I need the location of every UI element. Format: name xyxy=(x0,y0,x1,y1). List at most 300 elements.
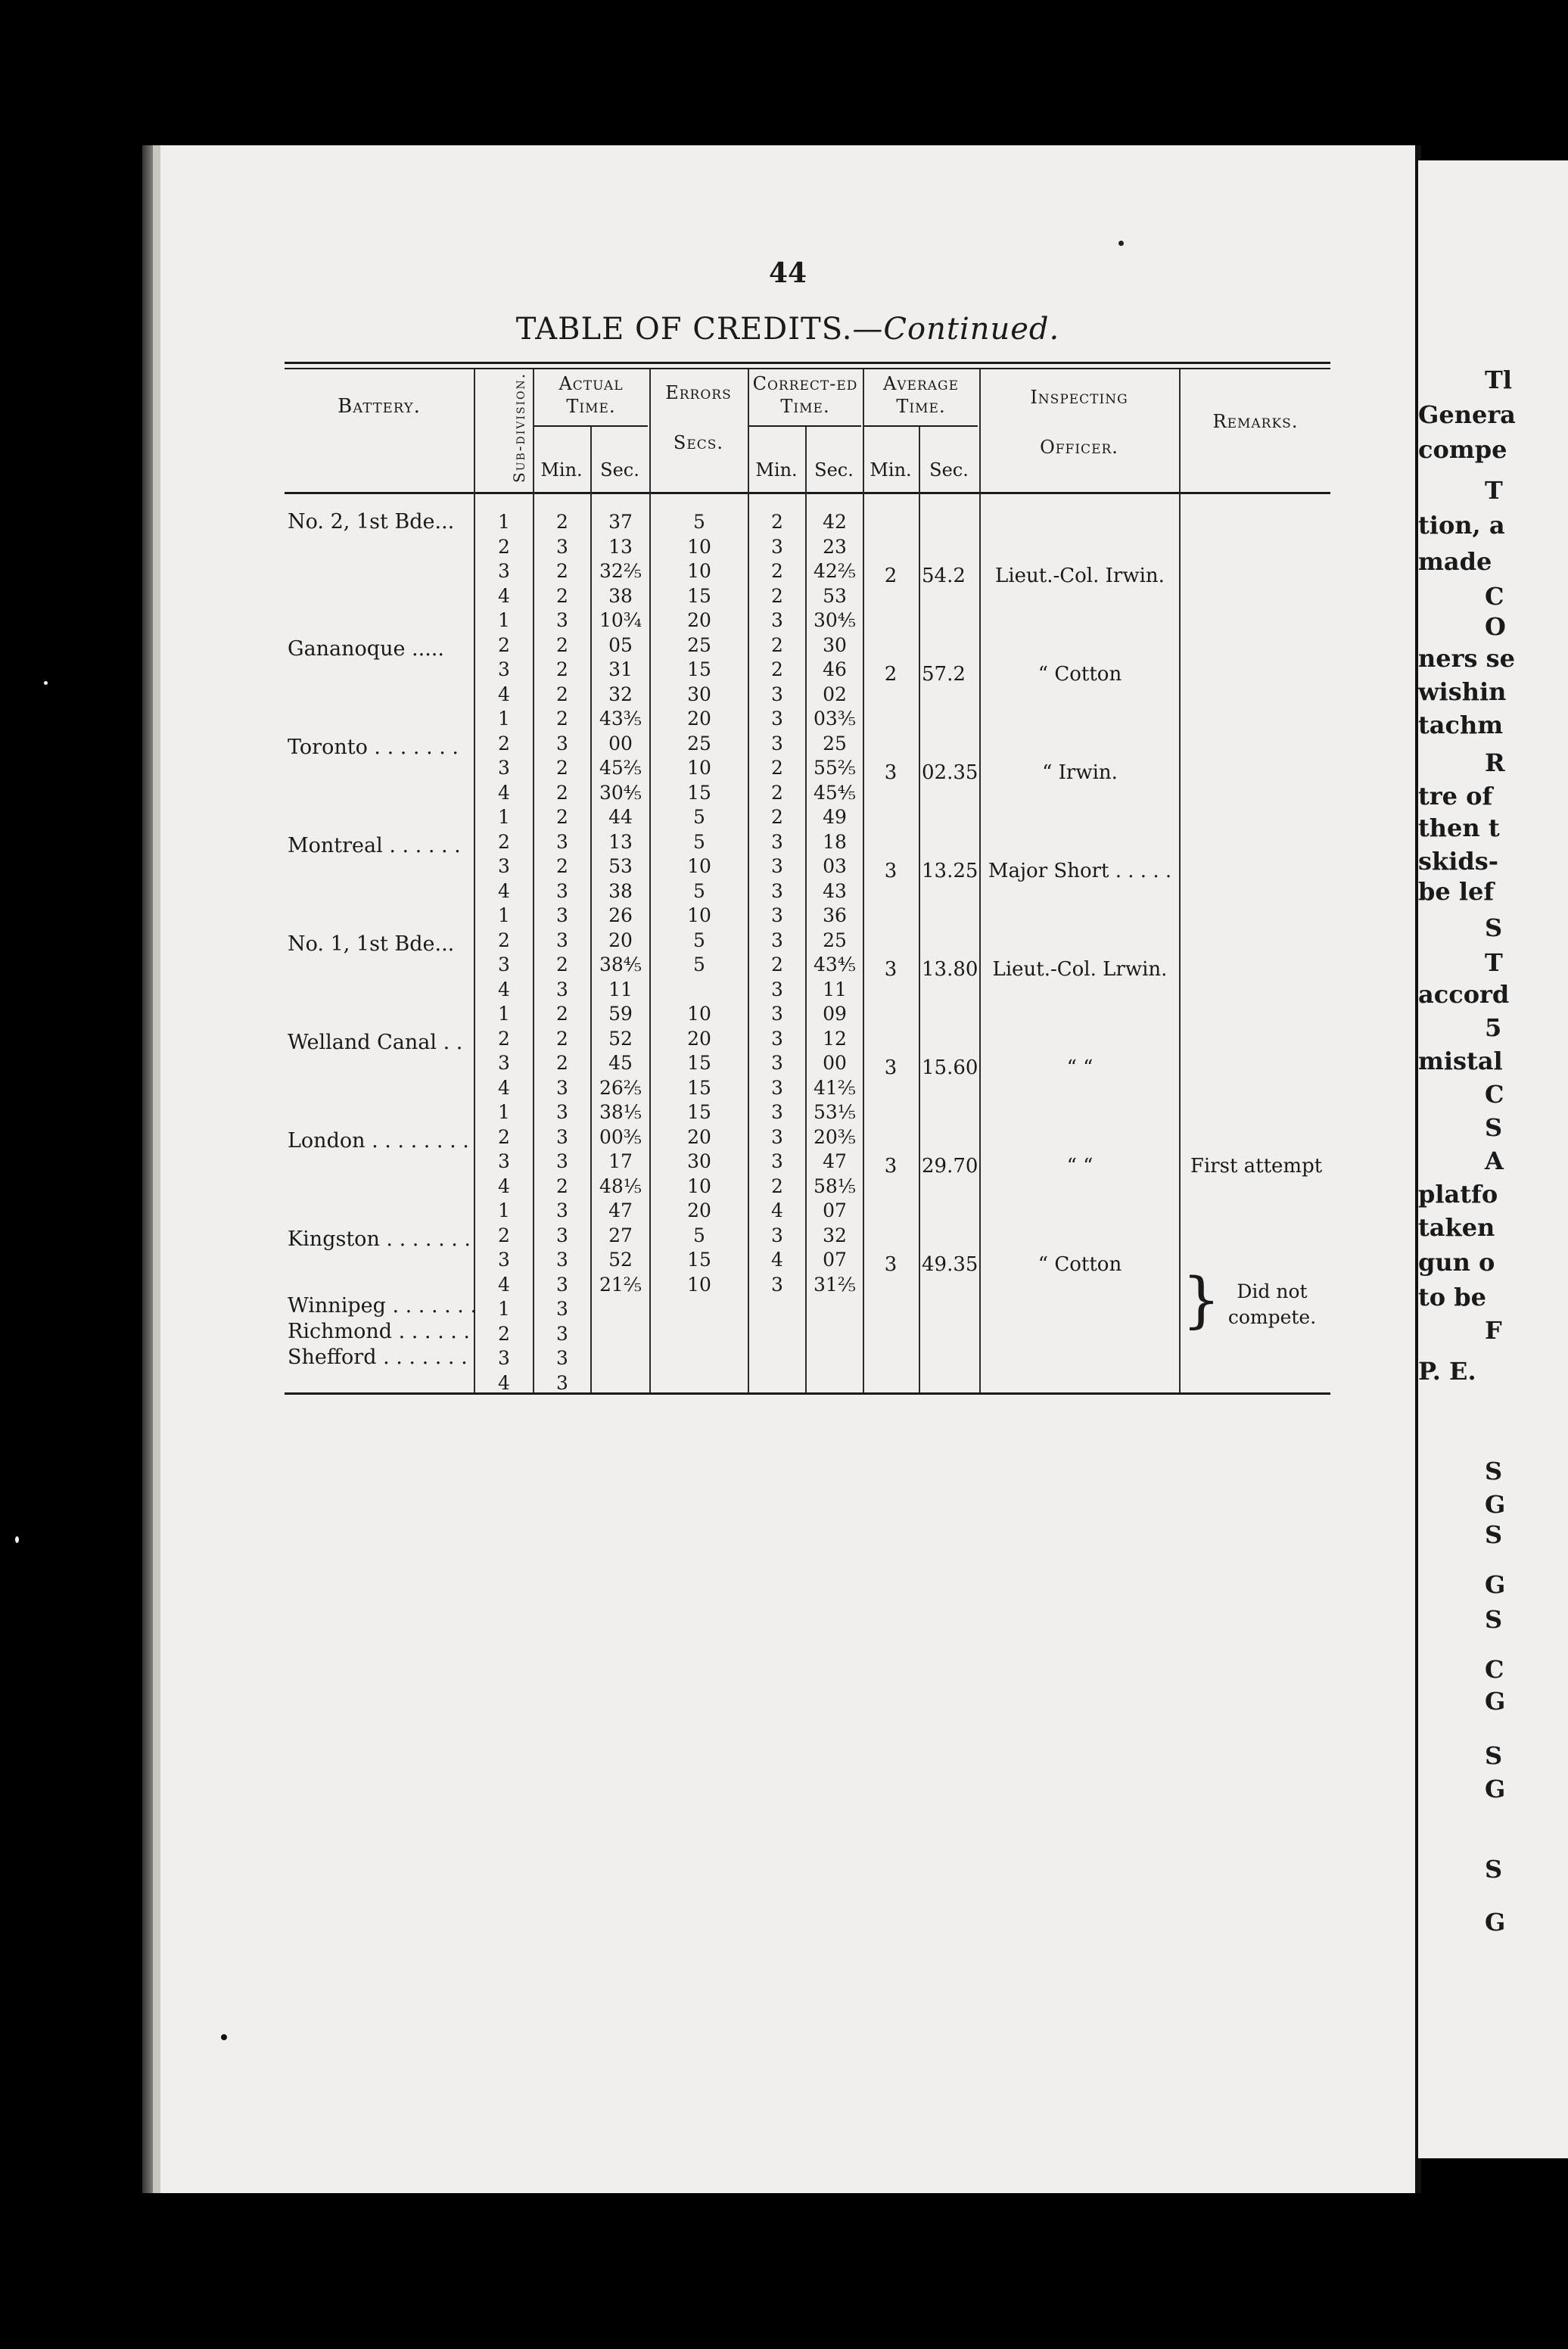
corr-sec-column xyxy=(807,510,863,1297)
errors-column xyxy=(651,510,748,1297)
errors-cell: 30 xyxy=(687,683,711,705)
errors-cell: 15 xyxy=(687,781,711,804)
actual-sec-cell: 47 xyxy=(608,1199,633,1221)
actual-min-cell: 3 xyxy=(556,879,568,902)
header-remarks: Remarks. xyxy=(1212,411,1299,432)
subdivision-cell: 2 xyxy=(498,830,510,853)
facing-page-text: compe xyxy=(1418,435,1507,464)
facing-page-text: F xyxy=(1485,1316,1502,1345)
battery-name: Shefford . . . . . . . xyxy=(288,1346,468,1370)
facing-page-text: G xyxy=(1485,1687,1506,1716)
actual-min-cell: 2 xyxy=(556,855,568,877)
corr-min-cell: 3 xyxy=(771,1101,783,1123)
corr-sec-cell: 07 xyxy=(823,1249,847,1271)
errors-cell: 15 xyxy=(687,584,711,607)
corr-sec-cell: 11 xyxy=(823,978,847,1000)
actual-sec-cell: 53 xyxy=(608,855,633,877)
actual-min-cell: 2 xyxy=(556,1003,568,1025)
header-bottom-rule xyxy=(285,492,1330,494)
actual-min-cell: 2 xyxy=(556,1052,568,1074)
facing-page-text: 5 xyxy=(1485,1013,1502,1042)
errors-cell: 10 xyxy=(687,560,711,582)
corr-sec-cell: 41⅖ xyxy=(813,1076,857,1099)
actual-sec-cell: 13 xyxy=(608,535,633,558)
errors-cell xyxy=(651,978,748,1003)
actual-sec-column xyxy=(592,510,649,1297)
actual-min-cell: 2 xyxy=(556,511,568,533)
header-secs: Secs. xyxy=(673,432,724,453)
actual-sec-cell: 27 xyxy=(608,1224,633,1246)
errors-cell: 20 xyxy=(687,609,711,631)
col-divider xyxy=(1179,369,1181,1392)
subdivision-cell: 3 xyxy=(498,1347,510,1369)
errors-cell: 25 xyxy=(687,732,711,754)
actual-min-cell: 3 xyxy=(556,1076,568,1099)
header-subdivision: Sub-division. xyxy=(510,372,528,483)
facing-page-text: R xyxy=(1485,748,1505,777)
inspecting-officer: Lieut.-Col. Irwin. xyxy=(995,565,1165,587)
actual-min-cell: 2 xyxy=(556,954,568,975)
subdivision-cell: 1 xyxy=(498,609,510,631)
average-sec: 29.70 xyxy=(922,1155,978,1178)
corr-min-cell: 2 xyxy=(771,757,783,779)
header-inspecting: Inspecting xyxy=(1030,387,1128,408)
actual-min-cell: 2 xyxy=(556,683,568,705)
did-not-compete-note: Did not compete. xyxy=(1227,1280,1317,1328)
facing-page-text: C xyxy=(1485,1080,1504,1109)
corr-sec-cell: 53 xyxy=(823,584,847,607)
actual-sec-cell: 26 xyxy=(608,904,633,926)
facing-page-text: then t xyxy=(1418,814,1500,842)
actual-sec-cell: 32 xyxy=(608,683,633,705)
errors-cell: 15 xyxy=(687,658,711,680)
corr-min-cell: 3 xyxy=(771,879,783,902)
corr-min-cell: 3 xyxy=(771,609,783,631)
corr-min-cell: 3 xyxy=(771,978,783,1000)
corr-sec-cell: 30 xyxy=(823,633,847,656)
inspecting-officer: Major Short . . . . . xyxy=(988,860,1172,882)
average-min: 3 xyxy=(884,1155,898,1178)
corr-sec-cell: 49 xyxy=(823,806,847,828)
title-main: TABLE OF CREDITS. xyxy=(515,312,853,347)
actual-min-cell: 3 xyxy=(556,1199,568,1221)
subdivision-cell: 2 xyxy=(498,1125,510,1148)
errors-cell: 20 xyxy=(687,1027,711,1050)
facing-page-text: S xyxy=(1485,1741,1503,1770)
corr-sec-cell: 47 xyxy=(823,1150,847,1172)
errors-cell: 15 xyxy=(687,1052,711,1074)
table-top-rule xyxy=(285,362,1330,364)
average-time-subrule xyxy=(864,425,978,427)
facing-page-text: mistal xyxy=(1418,1047,1503,1075)
actual-min-cell: 3 xyxy=(556,1371,568,1394)
subdivision-cell: 2 xyxy=(498,1224,510,1246)
inspecting-officer: “ Cotton xyxy=(1038,1253,1122,1276)
average-min: 2 xyxy=(884,663,898,686)
corr-sec-cell: 03 xyxy=(823,855,847,877)
remarks-cell: First attempt xyxy=(1190,1155,1323,1178)
subdivision-cell: 2 xyxy=(498,1322,510,1345)
facing-page-text: S xyxy=(1485,1457,1503,1486)
actual-min-cell: 3 xyxy=(556,1322,568,1345)
corr-min-cell: 2 xyxy=(771,560,783,582)
corr-sec-cell: 43 xyxy=(823,879,847,902)
errors-cell: 10 xyxy=(687,855,711,877)
header-corr-min: Min. xyxy=(755,459,798,481)
corr-min-cell: 3 xyxy=(771,1224,783,1246)
errors-cell: 10 xyxy=(687,1174,711,1197)
battery-name: No. 2, 1st Bde... xyxy=(288,510,455,534)
average-min: 3 xyxy=(884,761,898,784)
facing-page-text: C xyxy=(1485,582,1504,611)
inspecting-officer: “ Cotton xyxy=(1038,663,1122,686)
average-sec: 57.2 xyxy=(922,663,966,686)
average-min: 3 xyxy=(884,860,898,882)
actual-sec-cell: 38⅘ xyxy=(599,954,642,975)
errors-cell: 20 xyxy=(687,1199,711,1221)
facing-page-text: accord xyxy=(1418,980,1510,1009)
errors-cell: 10 xyxy=(687,1273,711,1296)
facing-page-text: S xyxy=(1485,1113,1503,1142)
facing-page-text: C xyxy=(1485,1655,1504,1684)
average-sec: 15.60 xyxy=(922,1056,978,1079)
errors-cell: 20 xyxy=(687,708,711,730)
corr-min-cell: 2 xyxy=(771,633,783,656)
subdivision-cell: 1 xyxy=(498,511,510,533)
corr-sec-cell: 58⅕ xyxy=(813,1174,857,1197)
corr-min-cell: 2 xyxy=(771,781,783,804)
actual-sec-cell: 10¾ xyxy=(599,609,642,631)
actual-min-cell: 3 xyxy=(556,1224,568,1246)
actual-min-column xyxy=(534,510,590,1395)
corr-sec-cell: 46 xyxy=(823,658,847,680)
corr-sec-cell: 20⅗ xyxy=(813,1125,857,1148)
actual-min-cell: 3 xyxy=(556,1298,568,1320)
dust-speck xyxy=(221,2034,227,2040)
corr-sec-cell: 43⅘ xyxy=(813,954,857,975)
header-actual-sec: Sec. xyxy=(600,459,639,481)
facing-page-text: ners se xyxy=(1418,644,1516,673)
battery-name: Montreal . . . . . . xyxy=(288,834,461,857)
subdivision-cell: 4 xyxy=(498,1174,510,1197)
actual-min-cell: 3 xyxy=(556,929,568,951)
corr-min-cell: 3 xyxy=(771,929,783,951)
battery-name: Toronto . . . . . . . xyxy=(288,736,459,759)
average-sec: 02.35 xyxy=(922,761,978,784)
actual-min-cell: 3 xyxy=(556,1273,568,1296)
corr-sec-cell: 36 xyxy=(823,904,847,926)
actual-min-cell: 3 xyxy=(556,978,568,1000)
actual-sec-cell: 32⅖ xyxy=(599,560,642,582)
battery-name: Gananoque ..... xyxy=(288,637,444,661)
actual-sec-cell: 31 xyxy=(608,658,633,680)
facing-page-text: S xyxy=(1485,913,1503,942)
actual-sec-cell: 52 xyxy=(608,1249,633,1271)
facing-page-text: S xyxy=(1485,1520,1503,1549)
facing-page-text: wishin xyxy=(1418,677,1507,706)
average-sec: 13.25 xyxy=(922,860,978,882)
actual-sec-cell: 59 xyxy=(608,1003,633,1025)
errors-cell: 10 xyxy=(687,535,711,558)
header-errors: Errors xyxy=(665,382,732,403)
actual-sec-cell: 05 xyxy=(608,633,633,656)
actual-min-cell: 3 xyxy=(556,1150,568,1172)
corr-min-cell: 4 xyxy=(771,1249,783,1271)
subdivision-cell: 3 xyxy=(498,658,510,680)
dust-speck xyxy=(44,681,48,685)
average-min: 3 xyxy=(884,1056,898,1079)
actual-sec-cell: 37 xyxy=(608,511,633,533)
errors-cell: 25 xyxy=(687,633,711,656)
actual-sec-cell: 30⅘ xyxy=(599,781,642,804)
actual-sec-cell: 11 xyxy=(608,978,633,1000)
subdivision-cell: 3 xyxy=(498,757,510,779)
corr-min-cell: 3 xyxy=(771,855,783,877)
errors-cell: 5 xyxy=(693,929,705,951)
actual-sec-cell: 45⅖ xyxy=(599,757,642,779)
actual-min-cell: 2 xyxy=(556,708,568,730)
errors-cell: 5 xyxy=(693,879,705,902)
corr-min-cell: 3 xyxy=(771,1052,783,1074)
subdivision-cell: 2 xyxy=(498,535,510,558)
facing-page-text: S xyxy=(1485,1605,1503,1634)
actual-sec-cell: 43⅗ xyxy=(599,708,642,730)
actual-min-cell: 3 xyxy=(556,732,568,754)
facing-page-text: G xyxy=(1485,1490,1506,1519)
actual-sec-cell: 13 xyxy=(608,830,633,853)
actual-min-cell: 2 xyxy=(556,584,568,607)
corr-min-cell: 3 xyxy=(771,683,783,705)
subdivision-cell: 2 xyxy=(498,929,510,951)
actual-min-cell: 2 xyxy=(556,658,568,680)
actual-sec-cell: 00⅗ xyxy=(599,1125,642,1148)
subdivision-cell: 1 xyxy=(498,1298,510,1320)
average-min: 3 xyxy=(884,958,898,981)
corr-sec-cell: 12 xyxy=(823,1027,847,1050)
facing-page-fragment xyxy=(1418,160,1568,2158)
subdivision-cell: 1 xyxy=(498,806,510,828)
actual-sec-cell: 38⅕ xyxy=(599,1101,642,1123)
corr-min-cell: 3 xyxy=(771,904,783,926)
corr-sec-cell: 25 xyxy=(823,732,847,754)
facing-page-text: S xyxy=(1485,1855,1503,1884)
facing-page-text: gun o xyxy=(1418,1248,1495,1277)
header-avg-min: Min. xyxy=(870,459,912,481)
corr-min-cell: 3 xyxy=(771,1125,783,1148)
facing-page-text: skids- xyxy=(1418,847,1499,876)
actual-sec-cell: 21⅖ xyxy=(599,1273,642,1296)
subdivision-cell: 4 xyxy=(498,1273,510,1296)
average-sec: 49.35 xyxy=(922,1253,978,1276)
facing-page-text: to be xyxy=(1418,1283,1486,1311)
facing-page-text: O xyxy=(1485,612,1506,641)
header-average-time: Average Time. xyxy=(882,373,960,417)
actual-sec-cell: 38 xyxy=(608,584,633,607)
subdivision-cell: 1 xyxy=(498,1101,510,1123)
actual-sec-cell: 45 xyxy=(608,1052,633,1074)
errors-cell: 5 xyxy=(693,806,705,828)
inspecting-officer: Lieut.-Col. Lrwin. xyxy=(992,958,1168,981)
subdivision-cell: 1 xyxy=(498,904,510,926)
corr-min-cell: 3 xyxy=(771,1003,783,1025)
facing-page-text: be lef xyxy=(1418,877,1495,906)
facing-page-text: tachm xyxy=(1418,711,1504,739)
facing-page-text: T xyxy=(1485,948,1503,977)
actual-min-cell: 2 xyxy=(556,757,568,779)
corr-min-cell: 2 xyxy=(771,511,783,533)
actual-sec-cell: 26⅖ xyxy=(599,1076,642,1099)
errors-cell: 15 xyxy=(687,1249,711,1271)
subdivision-cell: 3 xyxy=(498,560,510,582)
actual-min-cell: 2 xyxy=(556,806,568,828)
corr-sec-cell: 25 xyxy=(823,929,847,951)
corr-min-cell: 3 xyxy=(771,732,783,754)
header-battery: Battery. xyxy=(338,395,421,418)
battery-name: Kingston . . . . . . . xyxy=(288,1227,471,1251)
table-top-rule-2 xyxy=(285,368,1330,369)
errors-cell: 10 xyxy=(687,904,711,926)
corr-min-cell: 3 xyxy=(771,830,783,853)
corr-min-cell: 3 xyxy=(771,535,783,558)
facing-page-text: G xyxy=(1485,1570,1506,1599)
actual-min-cell: 3 xyxy=(556,830,568,853)
corr-min-cell: 2 xyxy=(771,954,783,975)
subdivision-cell: 3 xyxy=(498,1249,510,1271)
subdivision-cell: 4 xyxy=(498,584,510,607)
page-number: 44 xyxy=(768,257,807,289)
corr-min-column xyxy=(749,510,805,1297)
corr-sec-cell: 03⅗ xyxy=(813,708,857,730)
actual-min-cell: 3 xyxy=(556,1347,568,1369)
battery-name: Winnipeg . . . . . . . xyxy=(288,1294,478,1318)
corr-sec-cell: 23 xyxy=(823,535,847,558)
facing-page-text: G xyxy=(1485,1908,1506,1937)
actual-sec-cell: 20 xyxy=(608,929,633,951)
errors-cell: 5 xyxy=(693,954,705,975)
corr-min-cell: 2 xyxy=(771,658,783,680)
corr-sec-cell: 32 xyxy=(823,1224,847,1246)
errors-cell: 30 xyxy=(687,1150,711,1172)
actual-min-cell: 3 xyxy=(556,1101,568,1123)
errors-cell: 20 xyxy=(687,1125,711,1148)
corr-sec-cell: 45⅘ xyxy=(813,781,857,804)
corr-sec-cell: 18 xyxy=(823,830,847,853)
subdivision-cell: 3 xyxy=(498,954,510,975)
battery-name: No. 1, 1st Bde... xyxy=(288,932,455,956)
actual-sec-cell: 52 xyxy=(608,1027,633,1050)
facing-page-text: platfo xyxy=(1418,1180,1498,1209)
actual-sec-cell: 44 xyxy=(608,806,633,828)
actual-min-cell: 2 xyxy=(556,1174,568,1197)
corr-min-cell: 3 xyxy=(771,1076,783,1099)
header-officer: Officer. xyxy=(1040,437,1118,458)
inspecting-officer: “ “ xyxy=(1066,1155,1094,1178)
subdivision-cell: 4 xyxy=(498,1076,510,1099)
subdivision-cell: 4 xyxy=(498,781,510,804)
errors-cell: 15 xyxy=(687,1076,711,1099)
dust-speck xyxy=(1118,241,1124,246)
subdivision-cell: 1 xyxy=(498,708,510,730)
facing-page-text: A xyxy=(1485,1146,1504,1175)
facing-page-text: Tl xyxy=(1485,366,1512,394)
facing-page-text: P. E. xyxy=(1418,1357,1476,1386)
corr-min-cell: 3 xyxy=(771,1027,783,1050)
actual-min-cell: 3 xyxy=(556,609,568,631)
facing-page-text: tre of xyxy=(1418,782,1493,810)
subdivision-cell: 1 xyxy=(498,1003,510,1025)
facing-page-text: tion, a xyxy=(1418,511,1505,540)
actual-min-cell: 3 xyxy=(556,1249,568,1271)
subdivision-cell: 3 xyxy=(498,1150,510,1172)
header-avg-sec: Sec. xyxy=(929,459,969,481)
corr-min-cell: 3 xyxy=(771,708,783,730)
inspecting-officer: “ Irwin. xyxy=(1042,761,1118,784)
dust-speck xyxy=(15,1536,19,1543)
header-actual-min: Min. xyxy=(540,459,583,481)
errors-cell: 10 xyxy=(687,757,711,779)
actual-min-cell: 3 xyxy=(556,904,568,926)
corr-sec-cell: 31⅖ xyxy=(813,1273,857,1296)
subdivision-cell: 3 xyxy=(498,855,510,877)
battery-name: Welland Canal . . xyxy=(288,1031,463,1054)
actual-min-cell: 2 xyxy=(556,560,568,582)
corr-min-cell: 2 xyxy=(771,806,783,828)
battery-name: Richmond . . . . . . xyxy=(288,1320,470,1344)
corr-sec-cell: 55⅖ xyxy=(813,757,857,779)
corr-sec-cell: 07 xyxy=(823,1199,847,1221)
subdivision-cell: 4 xyxy=(498,879,510,902)
subdivision-cell: 1 xyxy=(498,1199,510,1221)
corr-min-cell: 2 xyxy=(771,584,783,607)
facing-page-text: Genera xyxy=(1418,400,1516,429)
average-min: 2 xyxy=(884,565,898,587)
col-divider xyxy=(979,369,981,1392)
subdivision-cell: 4 xyxy=(498,1371,510,1394)
corr-sec-cell: 30⅘ xyxy=(813,609,857,631)
page-title xyxy=(160,312,1415,347)
table-bottom-rule xyxy=(285,1392,1330,1395)
errors-cell: 15 xyxy=(687,1101,711,1123)
corr-sec-cell: 53⅕ xyxy=(813,1101,857,1123)
title-continued: —Continued. xyxy=(852,312,1060,347)
errors-cell: 10 xyxy=(687,1003,711,1025)
brace-symbol: } xyxy=(1182,1265,1221,1335)
document-page xyxy=(153,145,1415,2193)
actual-min-cell: 2 xyxy=(556,781,568,804)
subdivision-cell: 4 xyxy=(498,683,510,705)
subdivision-column xyxy=(475,510,533,1395)
corr-sec-cell: 42 xyxy=(823,511,847,533)
facing-page-text: T xyxy=(1485,476,1503,505)
average-sec: 13.80 xyxy=(922,958,978,981)
errors-cell: 5 xyxy=(693,830,705,853)
actual-min-cell: 2 xyxy=(556,633,568,656)
corr-min-cell: 4 xyxy=(771,1199,783,1221)
actual-min-cell: 3 xyxy=(556,1125,568,1148)
corr-sec-cell: 09 xyxy=(823,1003,847,1025)
corr-sec-cell: 02 xyxy=(823,683,847,705)
average-min: 3 xyxy=(884,1253,898,1276)
errors-cell: 5 xyxy=(693,511,705,533)
subdivision-cell: 2 xyxy=(498,1027,510,1050)
header-corrected-time: Correct-ed Time. xyxy=(752,373,858,417)
subdivision-cell: 4 xyxy=(498,978,510,1000)
actual-min-cell: 2 xyxy=(556,1027,568,1050)
header-corr-sec: Sec. xyxy=(814,459,854,481)
facing-page-text: taken xyxy=(1418,1213,1495,1242)
corr-sec-cell: 42⅖ xyxy=(813,560,857,582)
actual-sec-cell: 00 xyxy=(608,732,633,754)
